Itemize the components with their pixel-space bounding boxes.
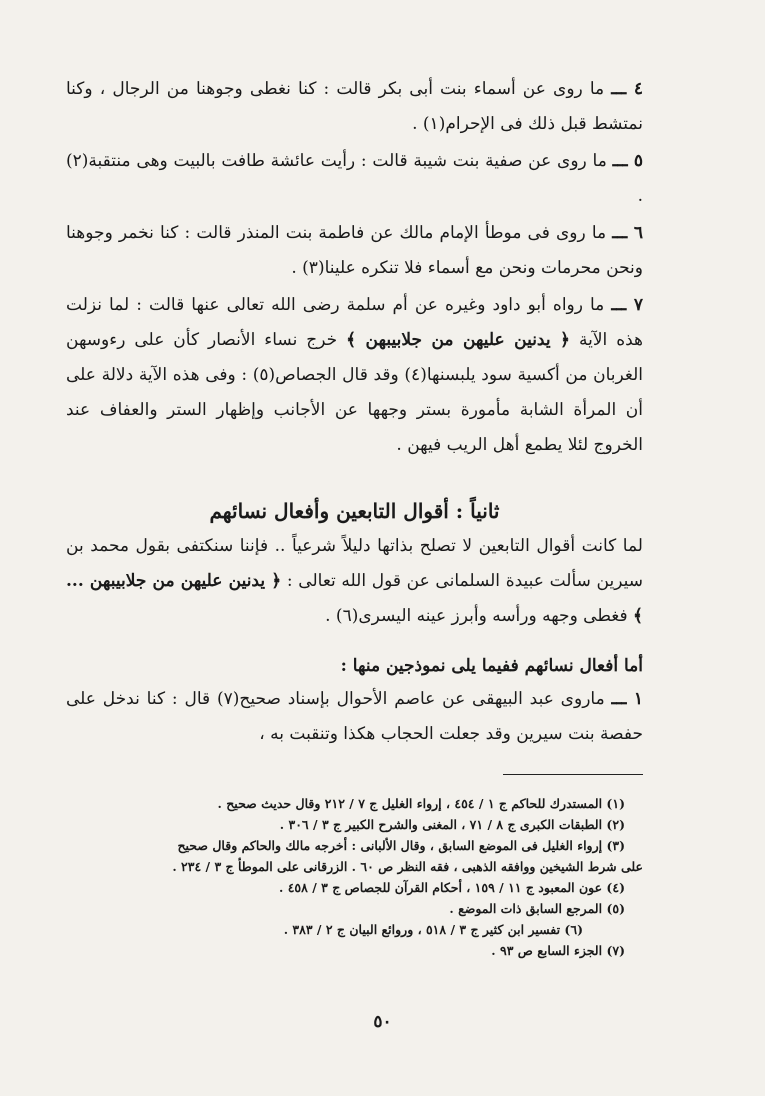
paragraph-7: [66, 288, 643, 463]
section-heading: ثانياً : أقوال التابعين وأفعال نسائهم: [209, 499, 500, 523]
item-number: ٧ ـــ: [611, 295, 643, 315]
paragraph-text: خرج نساء الأنصار كأن على رءوسهن الغربان من أكسية سود يلبسنها(٤) وقد قال الجصاص(٥) : وفى هذه الآية دلالة على أن المرأة الشابة مأمورة بستر وجهها عن الأجانب وإظهار الستر والعفاف عند الخروج لئلا يطمع أهل الريب فيهن .: [66, 330, 644, 455]
paragraph-text: لما كانت أقوال التابعين لا تصلح بذاتها دليلاً شرعياً .. فإننا سنكتفى بقول محمد بن سيرين سألت عبيدة السلمانى عن قول الله تعالى :: [66, 536, 643, 591]
item-number: ١ ـــ: [611, 689, 643, 709]
footnotes: [66, 793, 643, 961]
footnote: (١) المستدرك للحاكم ج ١ / ٤٥٤ ، إرواء الغليل ج ٧ / ٢١٢ وقال حديث صحيح .: [217, 796, 625, 811]
item-number: ٦ ـــ: [612, 223, 643, 243]
sub-heading: أما أفعال نسائهم ففيما يلى نموذجين منها :: [340, 656, 643, 676]
quran-verse: ﴿ يدنين عليهن من جلابيبهن ... ﴾: [66, 571, 643, 626]
footnote: (٦) تفسير ابن كثير ج ٣ / ٥١٨ ، وروائع البيان ج ٢ / ٣٨٣ .: [283, 922, 583, 937]
footnote: (٧) الجزء السابع ص ٩٣ .: [491, 943, 625, 958]
paragraph-text: ماروى عبد البيهقى عن عاصم الأحوال بإسناد صحيح(٧) قال : كنا ندخل على حفصة بنت سيرين وقد جعلت الحجاب هكذا وتنقبت به ،: [66, 689, 643, 744]
paragraph-text: فغطى وجهه ورأسه وأبرز عينه اليسرى(٦) .: [325, 606, 628, 626]
item-number: ٥ ـــ: [612, 151, 643, 171]
footnote: (٣) إرواء الغليل فى الموضع السابق ، وقال الألبانى : أخرجه مالك والحاكم وقال صحيح: [177, 838, 625, 853]
paragraph-text: ما روى عن صفية بنت شيبة قالت : رأيت عائشة طافت بالبيت وهى منتقبة(٢) .: [66, 151, 643, 206]
page-number: ٥٠: [373, 1012, 392, 1032]
paragraph-text: ما رواه أبو داود وغيره عن أم سلمة رضى الله تعالى عنها قالت : لما نزلت هذه الآية: [66, 295, 644, 350]
paragraph-text: ما روى عن أسماء بنت أبى بكر قالت : كنا نغطى وجوهنا من الرجال ، وكنا نمتشط قبل ذلك فى الإحرام(١) .: [66, 79, 643, 134]
footnote: (٢) الطبقات الكبرى ج ٨ / ٧١ ، المغنى والشرح الكبير ج ٣ / ٣٠٦ .: [279, 817, 625, 832]
paragraph-4: [66, 72, 643, 142]
paragraph-6: [66, 216, 643, 286]
footnote: (٥) المرجع السابق ذات الموضع .: [449, 901, 625, 916]
item-number: ٤ ـــ: [611, 79, 643, 99]
footnote-continuation: على شرط الشيخين ووافقه الذهبى ، فقه النظر ص ٦٠ . الزرقانى على الموطأ ج ٣ / ٢٣٤ .: [172, 859, 643, 874]
paragraph-5: [66, 144, 643, 214]
paragraph-text: ما روى فى موطأ الإمام مالك عن فاطمة بنت المنذر قالت : كنا نخمر وجوهنا ونحن محرمات ونحن مع أسماء فلا تنكره علينا(٣) .: [66, 223, 643, 278]
intro-paragraph: [66, 529, 643, 634]
quran-verse: ﴿ يدنين عليهن من جلابيبهن ﴾: [346, 330, 571, 350]
paragraph-last: [66, 682, 643, 752]
footnote: (٤) عون المعبود ج ١١ / ١٥٩ ، أحكام القرآن للجصاص ج ٣ / ٤٥٨ .: [278, 880, 625, 895]
footnote-divider: [503, 774, 643, 775]
